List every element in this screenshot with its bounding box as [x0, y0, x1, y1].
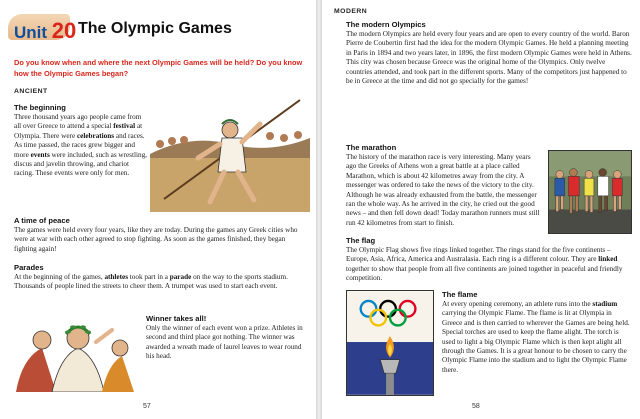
keyword-parade: parade	[169, 273, 192, 281]
keyword-athletes: athletes	[104, 273, 128, 281]
section-label-ancient: ANCIENT	[14, 88, 48, 95]
heading-winner: Winner takes all!	[146, 314, 207, 323]
keyword-festival: festival	[113, 122, 136, 131]
heading-flag: The flag	[346, 236, 376, 245]
text-peace: The games were held every four years, like they are today. During the games any Greek cities who were at war with each other agreed to stop fighting. As soon as the games finished, they began fighting again!	[14, 226, 298, 253]
heading-flame: The flame	[442, 290, 478, 299]
text-flag: The Olympic Flag shows five rings linked together. The rings stand for the five continents – Europe, Asia, Africa, America and Australasia. Each ring is a different colour. They are linked together to show that people from all five continents are joined together in peaceful and friendly competition.	[346, 246, 623, 283]
page-title: The Olympic Games	[78, 20, 232, 37]
heading-modern-olympics: The modern Olympics	[346, 20, 426, 29]
text-marathon: The history of the marathon race is very interesting. Many years ago the Greeks of Athens won a great battle at a place called Marathon, which is about 42 kilometres away from the city. A messenger was ordered to take the news of the victory to the city. Although he was already exhausted from the battle, the messenger ran the whole way. As he arrived in the city, he cried out the good news – and then fell down dead! Today marathon runners must still run 42 kilometres from start to finish.	[346, 153, 540, 227]
marathon-runners-photo	[548, 150, 632, 234]
text-winner: Only the winner of each event won a prize. Athletes in second and third place got nothing. The winner was awarded a wreath made of laurel leaves to wear round his head.	[146, 324, 303, 361]
heading-peace: A time of peace	[14, 216, 70, 225]
keyword-celebrations: celebrations	[76, 131, 115, 140]
unit-number: 20	[51, 18, 77, 43]
javelin-thrower-illustration	[150, 94, 310, 212]
heading-parades: Parades	[14, 263, 44, 272]
laurel-wreath-illustration	[12, 308, 138, 392]
page-number-left: 57	[143, 403, 151, 410]
section-label-modern: MODERN	[334, 8, 368, 15]
right-page	[322, 0, 640, 419]
text-modern-olympics: The modern Olympics are held every four years and are open to every country of the world. Baron Pierre de Coubertin first had the idea for the modern Olympic Games. He held a planning meeting in Paris in 1894 and two years later, in 1896, the first modern Olympic Games were held in Athens. This city was chosen because Greece was the original home of the Olympics. Only twelve countries attended, and took part in the different sports. Many of the competitors just happened to be in Greece at the time and did not go specially for the games!	[346, 30, 632, 86]
left-page	[0, 0, 316, 419]
page-number-right: 58	[472, 403, 480, 410]
heading-beginning: The beginning	[14, 103, 66, 112]
intro-question: Do you know when and where the next Olympic Games will be held? Do you know how the Olympic Games began?	[14, 58, 303, 78]
keyword-linked: linked	[598, 255, 618, 264]
text-beginning: Three thousand years ago people came from all over Greece to attend a special festival at Olympia. There were celebrations and races. As time passed, the races grew bigger and more events were included, such as wrestling, discus and javelin throwing, and chariot racing. These events were only for men.	[14, 113, 147, 178]
unit-label	[14, 18, 76, 44]
text-parades: At the beginning of the games, athletes took part in a parade on the way to the sports stadium. Thousands of people lined the streets to cheer them. A trumpet was used to start each event.	[14, 273, 288, 291]
keyword-events: events	[30, 150, 50, 159]
text-flame: At every opening ceremony, an athlete runs into the stadium carrying the Olympic Flame. The flame is lit at Olympia in Greece and is then carried to wherever the Games are being held. Special torches are used to keep the flame alight. The torch is used to light a big Olympic Flame which is then kept alight all through the Games. It is a great honour to be chosen to carry the Olympic Flame into the stadium and to light the Olympic Flame there.	[442, 300, 630, 374]
unit-word: Unit	[14, 23, 48, 42]
olympic-rings-flame-illustration	[346, 290, 434, 396]
heading-marathon: The marathon	[346, 143, 397, 152]
keyword-stadium: stadium	[592, 300, 618, 308]
